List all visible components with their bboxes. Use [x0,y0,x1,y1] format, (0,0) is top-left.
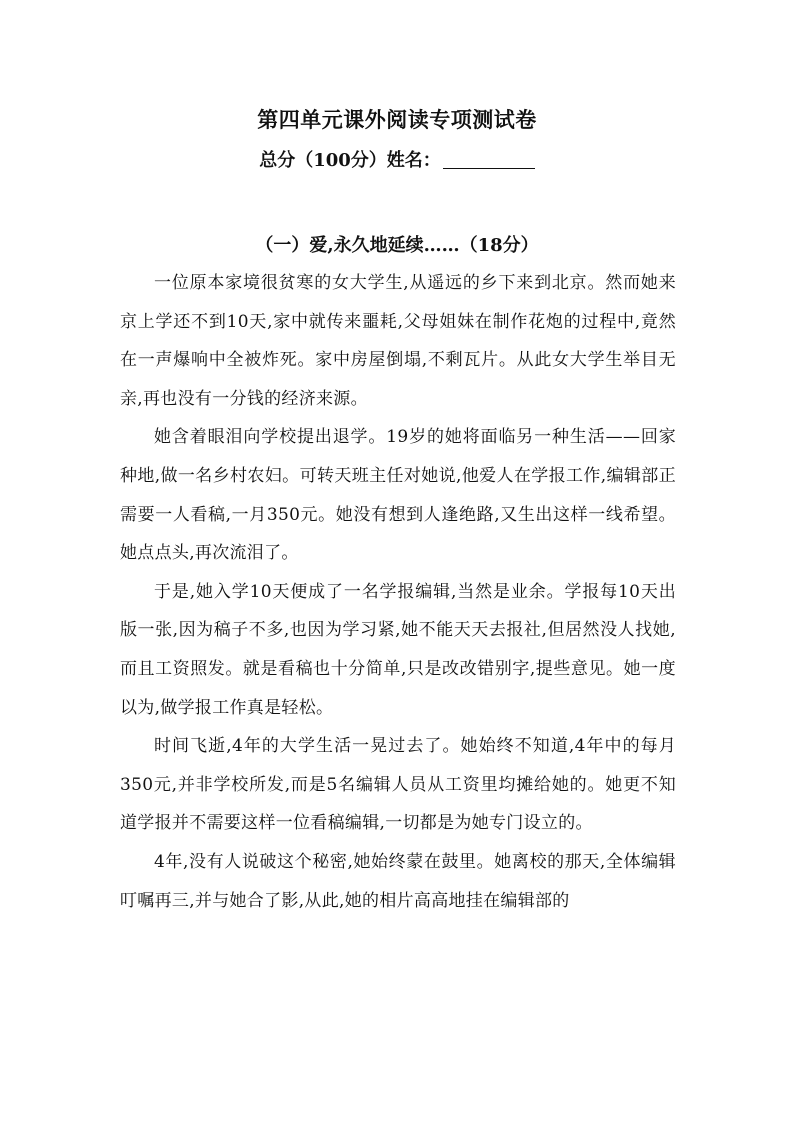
score-label: 总分（100分）姓名： [259,150,441,171]
name-blank[interactable] [443,150,535,169]
paragraph: 4年,没有人说破这个秘密,她始终蒙在鼓里。她离校的那天,全体编辑叮嘱再三,并与她合了影,从此,她的相片高高地挂在编辑部的 [120,851,676,911]
paragraph: 她含着眼泪向学校提出退学。19岁的她将面临另一种生活——回家种地,做一名乡村农妇。可转天班主任对她说,他爱人在学报工作,编辑部正需要一人看稿,一月350元。她没有想到人逢绝路,又生出这样一线希望。她点点头,再次流泪了。 [120,427,676,564]
paragraph: 一位原本家境很贫寒的女大学生,从遥远的乡下来到北京。然而她来京上学还不到10天,家中就传来噩耗,父母姐妹在制作花炮的过程中,竟然在一声爆响中全被炸死。家中房屋倒塌,不剩瓦片。从此女大学生举目无亲,再也没有一分钱的经济来源。 [120,273,676,409]
reading-passage [120,264,676,920]
paragraph: 时间飞逝,4年的大学生活一晃过去了。她始终不知道,4年中的每月350元,并非学校所发,而是5名编辑人员从工资里均摊给她的。她更不知道学报并不需要这样一位看稿编辑,一切都是为她专门设立的。 [120,736,676,834]
section-heading: （一）爱,永久地延续……（18分） [255,235,539,256]
page-title: 第四单元课外阅读专项测试卷 [257,107,537,132]
paragraph: 于是,她入学10天便成了一名学报编辑,当然是业余。学报每10天出版一张,因为稿子不多,也因为学习紧,她不能天天去报社,但居然没人找她,而且工资照发。就是看稿也十分简单,只是改改错别字,提些意见。她一度以为,做学报工作真是轻松。 [120,581,676,718]
score-name-line [0,146,794,172]
